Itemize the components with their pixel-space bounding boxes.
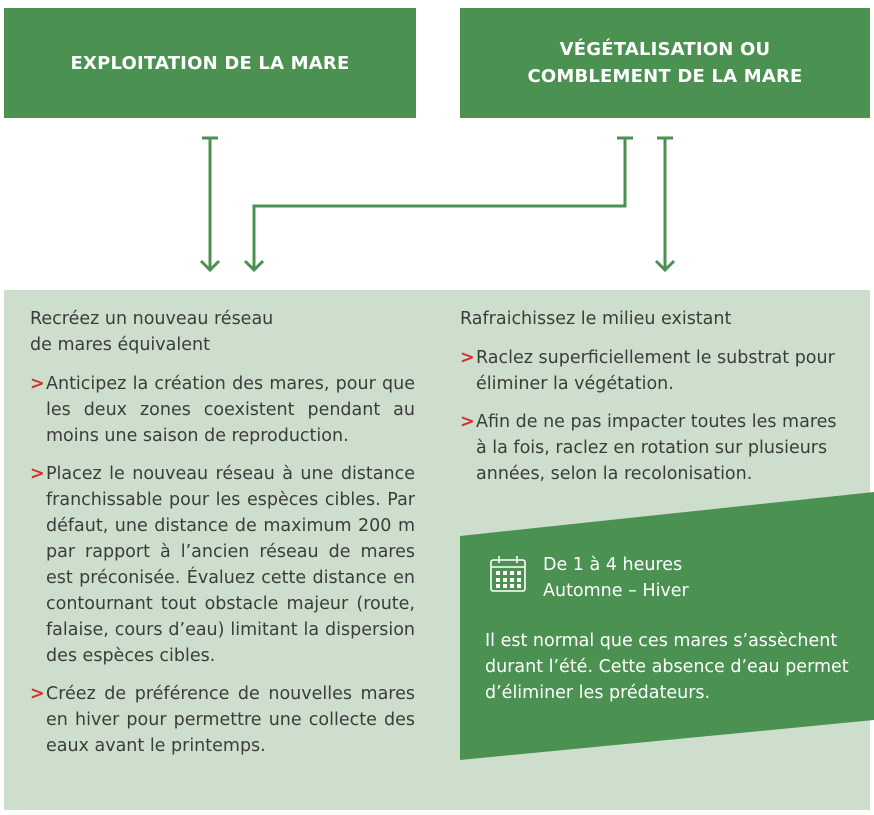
flow-arrows — [0, 0, 874, 290]
left-column — [30, 306, 415, 771]
bullet-marker: > — [30, 684, 45, 704]
list-item — [30, 681, 415, 759]
bullet-marker: > — [30, 464, 45, 484]
list-item-text: Placez le nouveau réseau à une distance franchissable pour les espèces cibles. Par défaut, une distance de maximum 200 m par rapport à l’ancien réseau de mares est préconisée. Évaluez cette distance en contournant tout obstacle majeur (route, falaise, cours d’eau) limitant la dispersion des espèces cibles. — [46, 464, 415, 666]
right-column — [460, 306, 852, 499]
info-season: Automne – Hiver — [543, 581, 689, 601]
list-item-text: Raclez superficiellement le substrat pour éliminer la végétation. — [476, 348, 835, 394]
list-item-text: Anticipez la création des mares, pour que les deux zones coexistent pendant au moins une saison de reproduction. — [46, 374, 415, 446]
bullet-marker: > — [460, 348, 475, 368]
bullet-marker: > — [30, 374, 45, 394]
bullet-marker: > — [460, 412, 475, 432]
header-exploitation-label: EXPLOITATION DE LA MARE — [70, 52, 350, 74]
info-content — [485, 552, 865, 706]
right-intro: Rafraichissez le milieu existant — [460, 309, 732, 329]
left-bullet-list — [30, 371, 415, 759]
info-note: Il est normal que ces mares s’assèchent durant l’été. Cette absence d’eau permet d’éliminer les prédateurs. — [485, 631, 849, 703]
list-item — [30, 371, 415, 449]
header-vegetalisation-label: VÉGÉTALISATION OU COMBLEMENT DE LA MARE — [527, 39, 803, 87]
list-item — [30, 461, 415, 669]
list-item — [460, 409, 852, 487]
list-item-text: Créez de préférence de nouvelles mares en hiver pour permettre une collecte des eaux avant le printemps. — [46, 684, 415, 756]
list-item-text: Afin de ne pas impacter toutes les mares à la fois, raclez en rotation sur plusieurs années, selon la recolonisation. — [476, 412, 837, 484]
list-item — [460, 345, 852, 397]
info-duration: De 1 à 4 heures — [543, 555, 683, 575]
arrow-connector-shaft — [254, 138, 625, 270]
left-intro: Recréez un nouveau réseau de mares équivalent — [30, 309, 274, 355]
right-bullet-list — [460, 345, 852, 487]
